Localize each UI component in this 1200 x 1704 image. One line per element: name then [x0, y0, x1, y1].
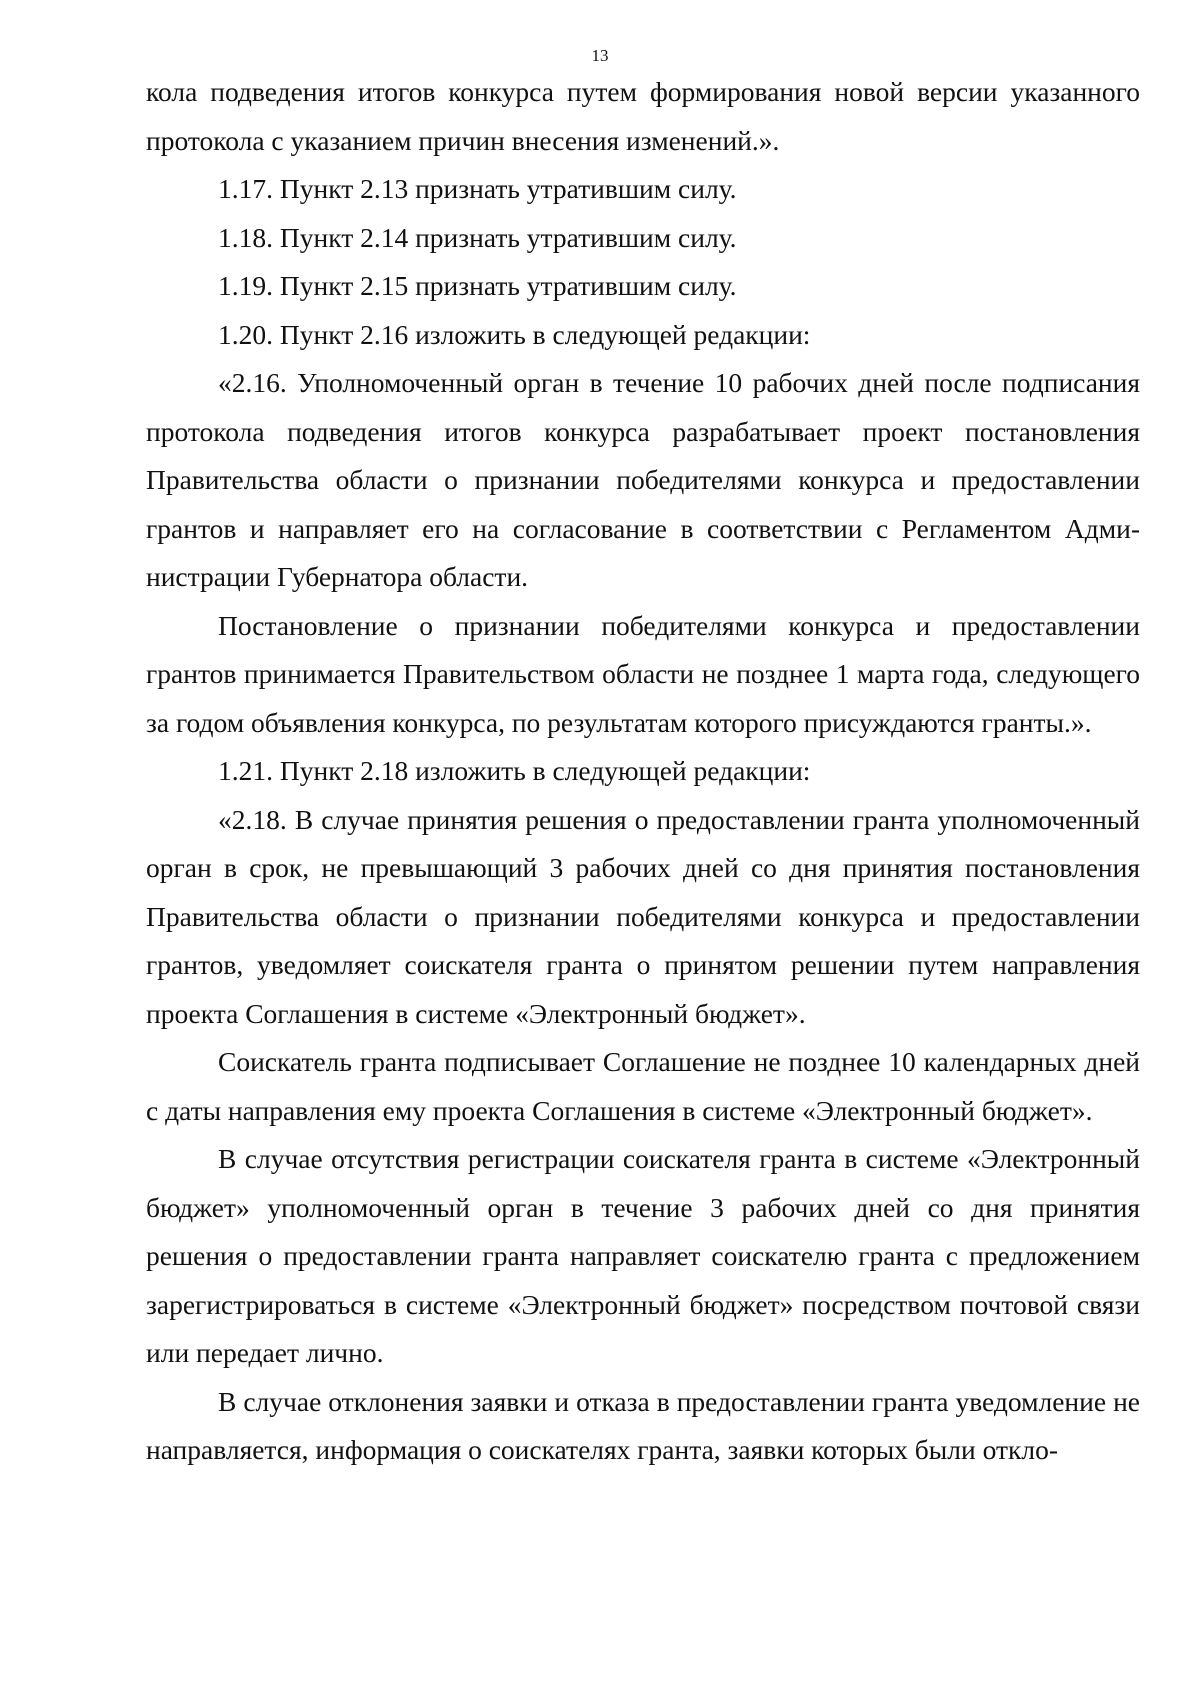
- paragraph-agreement-signing: Соискатель гранта подписывает Соглашение не позднее 10 календарных дней с даты направления ему проекта Соглашения в системе «Электронный бюджет».: [146, 1046, 1140, 1126]
- paragraph-clause-2-18: «2.18. В случае принятия решения о предоставлении гранта уполномоченный орган в срок, не превышающий 3 рабочих дней со дня принятия постановления Правительства области о признании победителями конкурса и предоставлении грантов, уведомляет соискателя гранта о принятом решении путем направления проекта Соглашения в системе «Электронный бюджет».: [146, 803, 1140, 1029]
- paragraph-continuation: кола подведения итогов конкурса путем формирования новой версии указанного протокола с указанием причин внесения изменений.».: [146, 76, 1140, 156]
- paragraph-rejection: В случае отклонения заявки и отказа в предоставлении гранта уведомление не направляется, информация о соискателях гранта, заявки которых были откло-: [146, 1385, 1140, 1465]
- paragraph-registration: В случае отсутствия регистрации соискателя гранта в системе «Электронный бюджет» уполномоченный орган в течение 3 рабочих дней со дня принятия решения о предоставлении гранта направляет соискателю гранта с предложением зарегистрироваться в системе «Электронный бюджет» посредством почтовой связи или передает лично.: [146, 1143, 1140, 1368]
- paragraph-item-1-19: 1.19. Пункт 2.15 признать утратившим силу.: [218, 270, 737, 301]
- paragraph-clause-2-16: «2.16. Уполномоченный орган в течение 10 рабочих дней после подписания протокола подведения итогов конкурса разрабатывает проект постановления Правительства области о признании победителями конкурса и предоставлении грантов и направляет его на согласование в соответствии с Регламентом Администрации Губернатора области.: [146, 367, 1140, 592]
- paragraph-item-1-20: 1.20. Пункт 2.16 изложить в следующей редакции:: [218, 318, 811, 350]
- paragraph-item-1-21: 1.21. Пункт 2.18 изложить в следующей редакции:: [218, 755, 811, 786]
- paragraph-resolution: Постановление о признании победителями конкурса и предоставлении грантов принимается Правительством области не позднее 1 марта года, следующего за годом объявления конкурса, по результатам которого присуждаются гранты.».: [146, 609, 1140, 738]
- document-body: [146, 68, 1140, 1475]
- paragraph-item-1-17: 1.17. Пункт 2.13 признать утратившим силу.: [218, 173, 737, 204]
- paragraph-item-1-18: 1.18. Пункт 2.14 признать утратившим силу.: [218, 221, 737, 253]
- page-number: 13: [591, 46, 609, 65]
